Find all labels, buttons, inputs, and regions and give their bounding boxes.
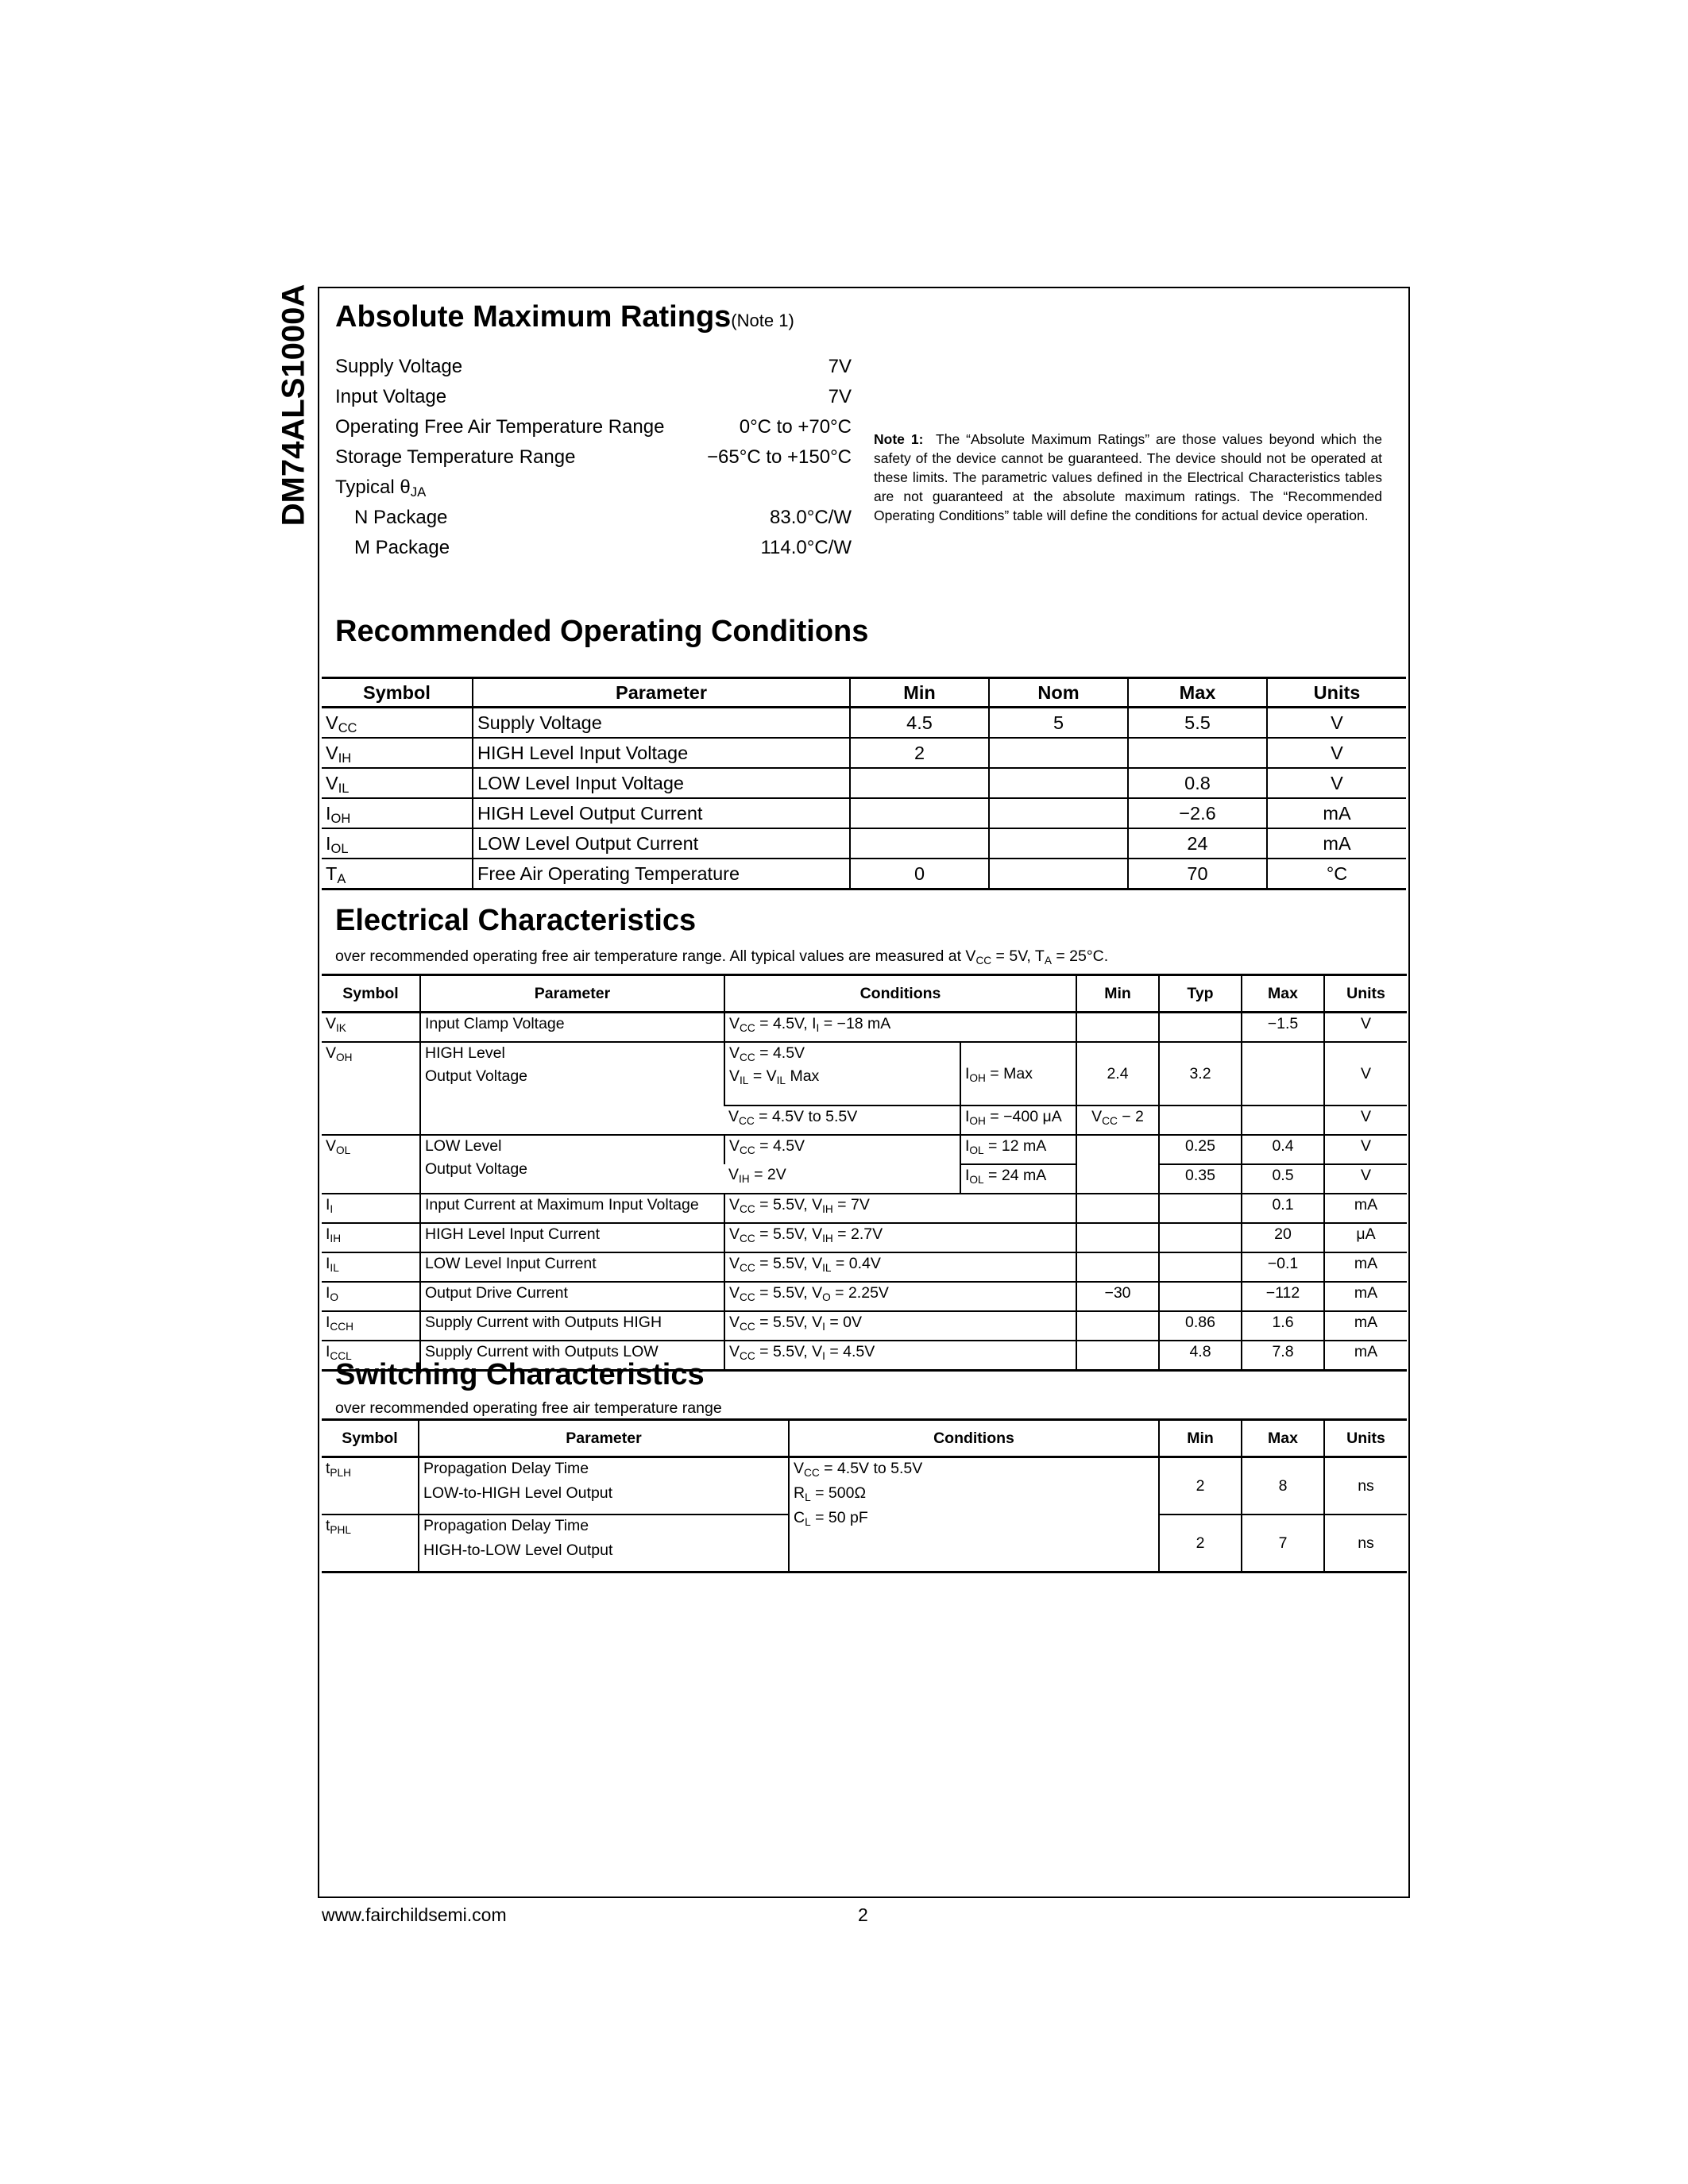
ec-max: 7.8 <box>1242 1341 1324 1371</box>
ec-max: 20 <box>1242 1223 1324 1252</box>
ec-row <box>322 1252 1407 1282</box>
ec-conditions: $V_{CC} = 5.5V$, $V_O = 2.25V$ <box>724 1282 1076 1311</box>
ec-symbol-main: I <box>326 1255 330 1272</box>
roc-header: Min <box>850 678 989 708</box>
ec-units: V <box>1324 1164 1407 1194</box>
ec-max: −0.1 <box>1242 1252 1324 1282</box>
roc-header: Units <box>1267 678 1406 708</box>
roc-nom <box>989 798 1128 828</box>
roc-symbol <box>322 708 473 739</box>
ec-units: μA <box>1324 1223 1407 1252</box>
roc-parameter: Free Air Operating Temperature <box>473 859 850 889</box>
ec-parameter-line2: Output Voltage <box>425 1160 528 1178</box>
amr-label <box>335 416 664 438</box>
ec-conditions-io: $I_{OL} = 24$ mA <box>960 1164 1076 1194</box>
roc-nom <box>989 738 1128 768</box>
sc-symbol-sub: PHL <box>330 1524 351 1536</box>
ec-symbol-sub: I <box>330 1203 334 1215</box>
note-1-text: The “Absolute Maximum Ratings” are those values beyond which the safety of the device cannot be guaranteed. The device should not be operated at these limits. The parametric values defined in the Electrical Characteristics tables are not guaranteed at the absolute maximum ratings. The “Recommended Operating Conditions” table will define the conditions for actual device operation. <box>874 431 1382 523</box>
ec-conditions <box>724 1042 960 1106</box>
amr-value: −65°C to +150°C <box>707 446 852 468</box>
ec-symbol-main: V <box>326 1044 337 1062</box>
ec-min: 2.4 <box>1076 1042 1159 1106</box>
ec-title: Electrical Characteristics <box>335 904 697 937</box>
ec-symbol-sub: IK <box>336 1022 346 1034</box>
ec-parameter: Input Clamp Voltage <box>420 1013 724 1043</box>
roc-row <box>322 738 1406 768</box>
ec-conditions: $V_{IH} = 2V$ <box>724 1164 960 1194</box>
roc-min: 2 <box>850 738 989 768</box>
ec-typ <box>1159 1252 1242 1282</box>
roc-nom <box>989 859 1128 889</box>
ec-units: mA <box>1324 1282 1407 1311</box>
ec-parameter-line2: Output Voltage <box>425 1067 528 1085</box>
sc-cond-line: $C_L = 50$ pF <box>794 1509 868 1528</box>
roc-row <box>322 859 1406 889</box>
sc-header: Conditions <box>789 1420 1159 1457</box>
ec-row <box>322 1223 1407 1252</box>
ec-max: 1.6 <box>1242 1311 1324 1341</box>
ec-typ: 4.8 <box>1159 1341 1242 1371</box>
ec-typ <box>1159 1013 1242 1043</box>
roc-row <box>322 828 1406 859</box>
ec-row <box>322 1135 1407 1164</box>
amr-row <box>335 353 852 383</box>
sc-symbol-main: t <box>326 1460 330 1477</box>
amr-row <box>335 534 852 564</box>
note-1-label: Note 1: <box>874 431 924 447</box>
sc-max: 8 <box>1242 1457 1324 1515</box>
roc-symbol-sub: A <box>337 871 346 886</box>
roc-title: Recommended Operating Conditions <box>335 615 869 648</box>
roc-header: Parameter <box>473 678 850 708</box>
roc-symbol-main: I <box>326 832 331 854</box>
ec-typ <box>1159 1282 1242 1311</box>
roc-symbol <box>322 798 473 828</box>
sc-min: 2 <box>1159 1515 1242 1572</box>
sc-max: 7 <box>1242 1515 1324 1572</box>
ec-max <box>1242 1106 1324 1135</box>
ec-units: V <box>1324 1135 1407 1164</box>
ec-units: V <box>1324 1013 1407 1043</box>
ec-symbol <box>322 1042 420 1135</box>
ec-symbol-main: V <box>326 1015 337 1032</box>
amr-note-ref: (Note 1) <box>731 311 794 330</box>
ec-conditions: $V_{CC} = 5.5V$, $V_I = 0V$ <box>724 1311 1076 1341</box>
sc-row <box>322 1457 1407 1515</box>
roc-units: °C <box>1267 859 1406 889</box>
ec-header: Conditions <box>724 975 1076 1013</box>
ec-units: mA <box>1324 1252 1407 1282</box>
ec-subtitle-sub1: CC <box>975 955 992 967</box>
ec-min <box>1076 1194 1159 1223</box>
sc-header: Min <box>1159 1420 1242 1457</box>
ec-typ <box>1159 1223 1242 1252</box>
roc-min <box>850 768 989 798</box>
amr-title <box>335 300 794 334</box>
sc-subtitle: over recommended operating free air temperature range <box>335 1399 722 1417</box>
roc-symbol-main: I <box>326 802 331 824</box>
ec-typ <box>1159 1194 1242 1223</box>
ec-conditions: $V_{CC} = 5.5V$, $V_{IH} = 2.7V$ <box>724 1223 1076 1252</box>
ec-typ: 3.2 <box>1159 1042 1242 1106</box>
ec-min <box>1076 1013 1159 1043</box>
roc-symbol <box>322 859 473 889</box>
sc-parameter <box>419 1515 789 1572</box>
roc-symbol <box>322 828 473 859</box>
ec-max: −112 <box>1242 1282 1324 1311</box>
ec-conditions: $V_{CC} = 4.5V$, $I_I = -18$ mA <box>724 1013 1076 1043</box>
ec-min <box>1076 1135 1159 1194</box>
ec-typ: 0.25 <box>1159 1135 1242 1164</box>
roc-row <box>322 798 1406 828</box>
amr-label-text: Supply Voltage <box>335 356 463 377</box>
sc-parameter-line1: Propagation Delay Time <box>423 1517 589 1534</box>
ec-header: Parameter <box>420 975 724 1013</box>
ec-parameter: Input Current at Maximum Input Voltage <box>420 1194 724 1223</box>
sc-header: Units <box>1324 1420 1407 1457</box>
amr-label <box>354 537 450 559</box>
amr-value: 114.0°C/W <box>760 537 852 558</box>
amr-row <box>335 443 852 473</box>
amr-label <box>335 356 462 378</box>
ec-header: Typ <box>1159 975 1242 1013</box>
roc-symbol-main: V <box>326 772 338 793</box>
ec-symbol-sub: OH <box>336 1051 353 1063</box>
roc-symbol-sub: IH <box>338 751 352 766</box>
ec-parameter-line1: HIGH Level <box>425 1044 505 1062</box>
roc-symbol <box>322 768 473 798</box>
ec-symbol <box>322 1194 420 1223</box>
ec-row <box>322 1311 1407 1341</box>
ec-max <box>1242 1042 1324 1106</box>
ec-min <box>1076 1341 1159 1371</box>
ec-min: −30 <box>1076 1282 1159 1311</box>
roc-symbol-sub: OH <box>330 811 351 826</box>
roc-min <box>850 828 989 859</box>
note-1 <box>874 430 1382 525</box>
ec-symbol-main: I <box>326 1284 330 1302</box>
ec-subtitle-sub2: A <box>1044 955 1052 967</box>
roc-parameter: HIGH Level Output Current <box>473 798 850 828</box>
sc-parameter-line2: HIGH-to-LOW Level Output <box>423 1542 613 1559</box>
amr-value: 7V <box>828 356 852 377</box>
ec-typ: 0.35 <box>1159 1164 1242 1194</box>
roc-nom <box>989 828 1128 859</box>
amr-label-sub: JA <box>410 484 427 500</box>
amr-row <box>335 504 852 534</box>
sc-cond-line: $V_{CC} = 4.5V$ to 5.5V <box>794 1460 923 1479</box>
roc-units: mA <box>1267 828 1406 859</box>
roc-symbol-main: V <box>326 742 338 763</box>
sc-symbol <box>322 1515 419 1572</box>
amr-list <box>335 353 852 564</box>
ec-conditions-io: $I_{OL} = 12$ mA <box>960 1135 1076 1164</box>
sc-symbol <box>322 1457 419 1515</box>
roc-header: Nom <box>989 678 1128 708</box>
amr-label-text: N Package <box>354 507 448 528</box>
sc-parameter <box>419 1457 789 1515</box>
roc-min: 0 <box>850 859 989 889</box>
amr-label-text: Typical θ <box>335 477 411 498</box>
ec-units: V <box>1324 1042 1407 1106</box>
sc-parameter-line1: Propagation Delay Time <box>423 1460 589 1477</box>
roc-symbol-sub: IL <box>338 781 350 796</box>
ec-row <box>322 1194 1407 1223</box>
sc-cond-line: $R_L = 500\Omega$ <box>794 1484 867 1503</box>
amr-title-text: Absolute Maximum Ratings <box>335 300 732 334</box>
ec-conditions: $V_{CC} = 5.5V$, $V_{IH} = 7V$ <box>724 1194 1076 1223</box>
ec-typ: 0.86 <box>1159 1311 1242 1341</box>
ec-symbol-sub: OL <box>336 1144 351 1156</box>
ec-symbol <box>322 1311 420 1341</box>
ec-parameter: Supply Current with Outputs LOW <box>420 1341 724 1371</box>
ec-max: 0.4 <box>1242 1135 1324 1164</box>
sc-units: ns <box>1324 1457 1407 1515</box>
ec-conditions: $V_{CC} = 5.5V$, $V_{IL} = 0.4V$ <box>724 1252 1076 1282</box>
ec-typ <box>1159 1106 1242 1135</box>
roc-row <box>322 768 1406 798</box>
sc-header: Parameter <box>419 1420 789 1457</box>
ec-subtitle-pre: over recommended operating free air temperature range. All typical values are measured at V <box>335 947 976 965</box>
ec-parameter <box>420 1042 724 1135</box>
amr-label-text: Input Voltage <box>335 386 447 407</box>
roc-table <box>322 677 1406 890</box>
amr-row <box>335 413 852 443</box>
sc-table <box>322 1418 1407 1573</box>
ec-units: mA <box>1324 1341 1407 1371</box>
roc-parameter: Supply Voltage <box>473 708 850 739</box>
side-title-text: DM74ALS1000A <box>276 284 311 527</box>
ec-conditions-io: $I_{OH} = -400$ μA <box>960 1106 1076 1135</box>
amr-label <box>335 446 575 469</box>
ec-symbol-sub: IL <box>330 1262 339 1274</box>
ec-units: mA <box>1324 1311 1407 1341</box>
ec-symbol-sub: CCH <box>330 1321 353 1333</box>
ec-symbol-main: I <box>326 1196 330 1214</box>
ec-units: mA <box>1324 1194 1407 1223</box>
ec-row <box>322 1282 1407 1311</box>
ec-parameter <box>420 1135 724 1194</box>
roc-header: Max <box>1128 678 1267 708</box>
amr-value: 83.0°C/W <box>770 507 852 528</box>
ec-symbol <box>322 1013 420 1043</box>
roc-symbol <box>322 738 473 768</box>
sc-symbol-main: t <box>326 1517 330 1534</box>
footer-url: www.fairchildsemi.com <box>322 1904 507 1925</box>
roc-parameter: LOW Level Input Voltage <box>473 768 850 798</box>
ec-parameter: Supply Current with Outputs HIGH <box>420 1311 724 1341</box>
ec-symbol <box>322 1282 420 1311</box>
roc-max: 0.8 <box>1128 768 1267 798</box>
roc-units: V <box>1267 708 1406 739</box>
ec-conditions: $V_{CC} = 4.5V$ <box>724 1135 960 1164</box>
sc-units: ns <box>1324 1515 1407 1572</box>
roc-symbol-sub: CC <box>338 720 357 735</box>
ec-min <box>1076 1311 1159 1341</box>
roc-header: Symbol <box>322 678 473 708</box>
amr-label-text: M Package <box>354 537 450 558</box>
sc-header: Symbol <box>322 1420 419 1457</box>
ec-min: $V_{CC} - 2$ <box>1076 1106 1159 1135</box>
amr-label-text: Operating Free Air Temperature Range <box>335 416 665 438</box>
side-title <box>270 284 318 527</box>
sc-parameter-line2: LOW-to-HIGH Level Output <box>423 1484 613 1502</box>
ec-subtitle-post: = 25°C. <box>1051 947 1109 965</box>
amr-label <box>354 507 447 529</box>
ec-header: Symbol <box>322 975 420 1013</box>
ec-parameter: LOW Level Input Current <box>420 1252 724 1282</box>
amr-label <box>335 386 446 408</box>
ec-row <box>322 1042 1407 1106</box>
ec-max: 0.5 <box>1242 1164 1324 1194</box>
roc-parameter: LOW Level Output Current <box>473 828 850 859</box>
sc-header: Max <box>1242 1420 1324 1457</box>
sc-title: Switching Characteristics <box>335 1358 705 1391</box>
amr-value: 7V <box>828 386 852 407</box>
amr-value: 0°C to +70°C <box>739 416 852 438</box>
ec-symbol <box>322 1135 420 1194</box>
ec-parameter: HIGH Level Input Current <box>420 1223 724 1252</box>
roc-symbol-main: T <box>326 862 338 884</box>
ec-symbol-sub: CCL <box>330 1350 352 1362</box>
amr-label-text: Storage Temperature Range <box>335 446 576 468</box>
ec-symbol-sub: O <box>330 1291 339 1303</box>
roc-max <box>1128 738 1267 768</box>
ec-row <box>322 1013 1407 1043</box>
ec-symbol-sub: IH <box>330 1233 342 1244</box>
roc-max: −2.6 <box>1128 798 1267 828</box>
ec-subtitle <box>335 947 1108 966</box>
roc-units: V <box>1267 738 1406 768</box>
roc-units: mA <box>1267 798 1406 828</box>
roc-max: 70 <box>1128 859 1267 889</box>
ec-table <box>322 974 1407 1372</box>
ec-symbol <box>322 1252 420 1282</box>
sc-min: 2 <box>1159 1457 1242 1515</box>
ec-parameter-line1: LOW Level <box>425 1137 502 1155</box>
ec-conditions-io: $I_{OH}$ = Max <box>960 1042 1076 1106</box>
roc-nom <box>989 768 1128 798</box>
ec-symbol-main: V <box>326 1137 337 1155</box>
roc-max: 24 <box>1128 828 1267 859</box>
sc-symbol-sub: PLH <box>330 1467 351 1479</box>
roc-symbol-main: V <box>326 712 338 733</box>
ec-symbol-main: I <box>326 1225 330 1243</box>
sc-conditions <box>789 1457 1159 1572</box>
ec-cond-line: $V_{IL} = V_{IL}$ Max <box>729 1067 820 1086</box>
ec-subtitle-mid: = 5V, T <box>991 947 1045 965</box>
ec-units: V <box>1324 1106 1407 1135</box>
ec-header: Units <box>1324 975 1407 1013</box>
roc-units: V <box>1267 768 1406 798</box>
ec-max: 0.1 <box>1242 1194 1324 1223</box>
ec-max: −1.5 <box>1242 1013 1324 1043</box>
amr-row <box>335 383 852 413</box>
roc-symbol-sub: OL <box>330 841 349 856</box>
roc-parameter: HIGH Level Input Voltage <box>473 738 850 768</box>
ec-parameter: Output Drive Current <box>420 1282 724 1311</box>
ec-conditions: $V_{CC} = 4.5V$ to 5.5V <box>724 1106 960 1135</box>
ec-symbol-main: I <box>326 1314 330 1331</box>
roc-min: 4.5 <box>850 708 989 739</box>
ec-header: Min <box>1076 975 1159 1013</box>
roc-nom: 5 <box>989 708 1128 739</box>
ec-conditions: $V_{CC} = 5.5V$, $V_I = 4.5V$ <box>724 1341 1076 1371</box>
ec-symbol <box>322 1223 420 1252</box>
ec-min <box>1076 1223 1159 1252</box>
ec-symbol-main: I <box>326 1343 330 1360</box>
amr-row <box>335 473 852 504</box>
page-number: 2 <box>858 1904 868 1925</box>
amr-label <box>335 477 426 499</box>
ec-header: Max <box>1242 975 1324 1013</box>
roc-min <box>850 798 989 828</box>
ec-min <box>1076 1252 1159 1282</box>
roc-max: 5.5 <box>1128 708 1267 739</box>
roc-row <box>322 708 1406 739</box>
ec-cond-line: $V_{CC} = 4.5V$ <box>729 1044 805 1063</box>
